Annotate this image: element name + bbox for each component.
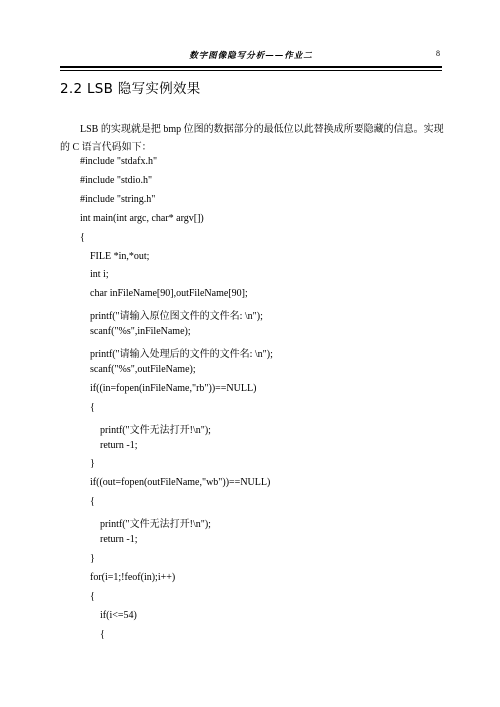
code-line: char inFileName[90],outFileName[90]; <box>90 288 248 300</box>
code-line: if(i<=54) <box>100 609 137 621</box>
code-line: printf("文件无法打开!\n"); <box>100 519 211 531</box>
code-line: if((out=fopen(outFileName,"wb"))==NULL) <box>90 477 271 489</box>
code-line: { <box>80 231 85 243</box>
page-number: 8 <box>436 49 440 58</box>
code-line: int i; <box>90 269 109 281</box>
code-line: #include "string.h" <box>80 193 156 205</box>
code-line: { <box>90 590 95 602</box>
code-line: { <box>90 496 95 508</box>
code-line: scanf("%s",inFileName); <box>90 326 191 338</box>
page-header <box>60 44 442 68</box>
code-line: printf("请输入处理后的文件的文件名: \n"); <box>90 349 273 360</box>
intro-paragraph-line-1: LSB 的实现就是把 bmp 位图的数据部分的最低位以此替换成所要隐藏的信息。实现 <box>80 124 444 135</box>
code-line: printf("请输入原位图文件的文件名: \n"); <box>90 311 263 323</box>
code-line: scanf("%s",outFileName); <box>90 363 196 375</box>
header-title: 数字图像隐写分析——作业二 <box>189 51 313 61</box>
code-line: return -1; <box>100 439 138 451</box>
code-line: } <box>90 458 95 470</box>
code-line: { <box>100 628 105 640</box>
intro-paragraph-line-2: 的 C 语言代码如下： <box>60 142 152 153</box>
code-line: } <box>90 552 95 564</box>
code-line: FILE *in,*out; <box>90 250 150 262</box>
code-line: printf("文件无法打开!\n"); <box>100 424 211 436</box>
code-line: int main(int argc, char* argv[]) <box>80 212 204 224</box>
section-heading: 2.2 LSB 隐写实例效果 <box>60 81 201 97</box>
code-line: return -1; <box>100 534 138 545</box>
code-line: for(i=1;!feof(in);i++) <box>90 571 176 583</box>
code-line: if((in=fopen(inFileName,"rb"))==NULL) <box>90 382 257 394</box>
code-line: #include "stdafx.h" <box>80 156 158 167</box>
code-line: #include "stdio.h" <box>80 174 153 186</box>
code-line: { <box>90 401 95 413</box>
